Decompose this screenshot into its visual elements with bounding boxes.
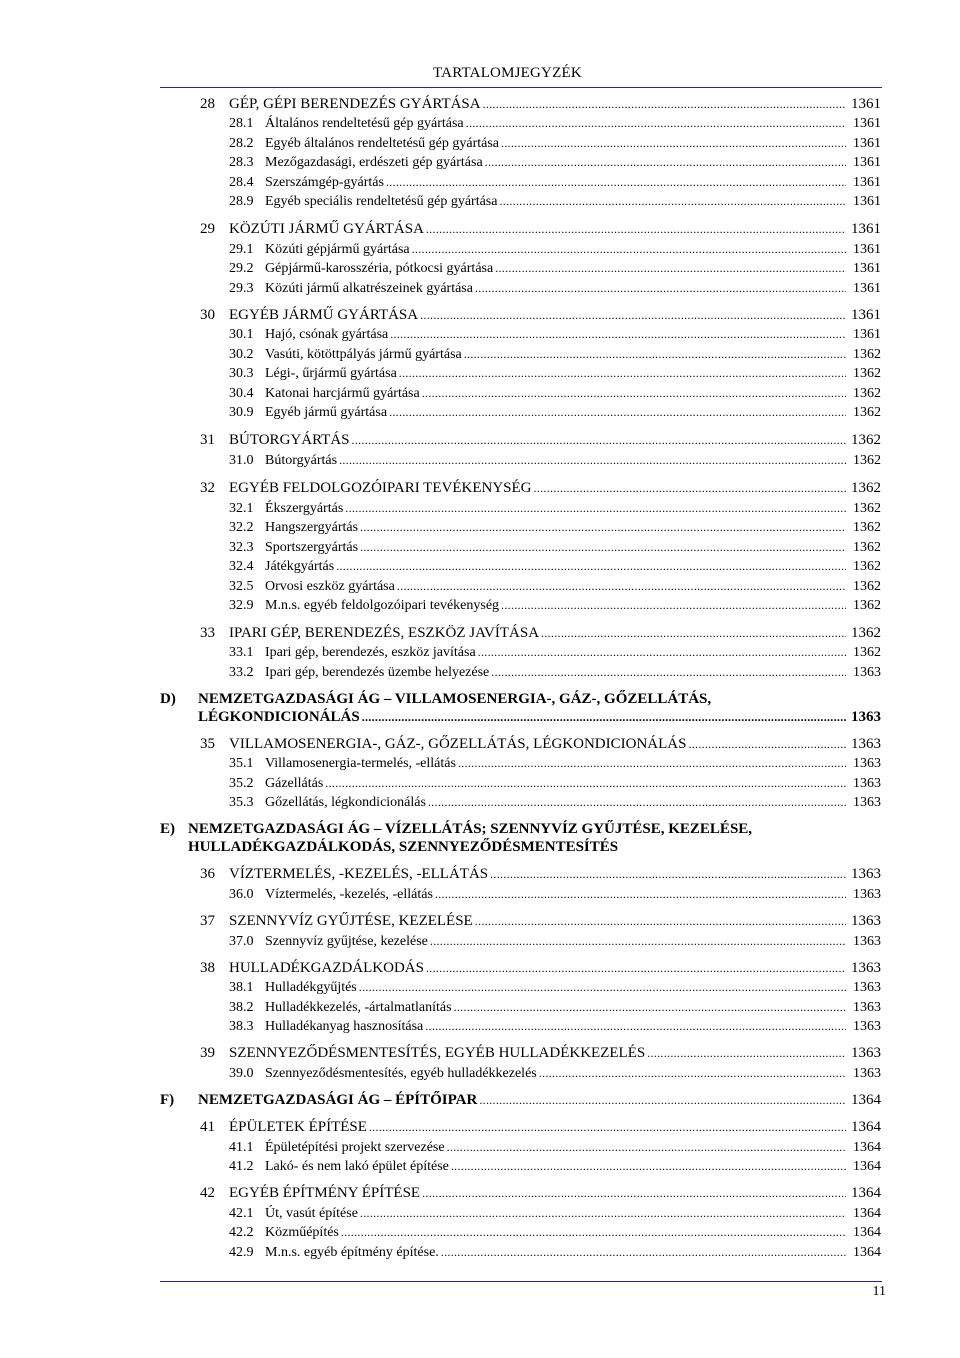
toc-entry-number: 42.2 — [229, 1225, 254, 1240]
toc-entry-title: Víztermelés, -kezelés, -ellátás — [265, 887, 433, 902]
toc-entry-page: 1363 — [851, 960, 881, 976]
toc-entry-title: Hulladékkezelés, -ártalmatlanítás — [265, 1000, 452, 1015]
dot-leader — [428, 794, 846, 811]
toc-entry-page: 1364 — [851, 1119, 881, 1135]
toc-entry-page: 1361 — [851, 307, 881, 323]
toc-entry-number: 36.0 — [229, 887, 254, 902]
toc-entry-page: 1361 — [853, 281, 881, 296]
toc-entry-title: LÉGKONDICIONÁLÁS — [198, 709, 360, 725]
toc-entry-number: 28.1 — [229, 116, 254, 131]
toc-entry-sub[interactable] — [229, 173, 881, 191]
toc-entry-title: Egyéb speciális rendeltetésű gép gyártása — [265, 194, 498, 209]
toc-entry-page: 1362 — [853, 598, 881, 613]
header-title: TARTALOMJEGYZÉK — [433, 65, 582, 81]
dot-leader — [412, 241, 846, 258]
toc-entry-title: Játékgyártás — [265, 559, 335, 574]
dot-leader — [447, 1139, 846, 1156]
toc-entry-sub[interactable] — [229, 345, 881, 363]
dot-leader — [466, 115, 846, 132]
toc-entry-title: VILLAMOSENERGIA-, GÁZ-, GŐZELLÁTÁS, LÉGKONDICIONÁLÁS — [229, 736, 687, 752]
toc-entry-page: 1363 — [853, 1000, 881, 1015]
dot-leader — [464, 346, 846, 363]
toc-entry-sub[interactable] — [229, 538, 881, 556]
toc-entry-sub[interactable] — [229, 1138, 881, 1156]
toc-entry-page: 1363 — [853, 934, 881, 949]
toc-entry-page: 1363 — [851, 1045, 881, 1061]
footer-divider — [160, 1281, 882, 1282]
toc-entry-sub[interactable] — [229, 885, 881, 903]
dot-leader — [362, 709, 846, 726]
toc-entry-main[interactable] — [200, 865, 881, 883]
toc-entry-number: E) — [160, 821, 175, 837]
toc-entry-title: Gőzellátás, légkondicionálás — [265, 795, 426, 810]
dot-leader — [479, 1092, 846, 1109]
page-number: 11 — [872, 1284, 886, 1299]
toc-entry-number: 32.2 — [229, 520, 254, 535]
toc-entry-page: 1362 — [853, 520, 881, 535]
toc-entry-page: 1364 — [853, 1225, 881, 1240]
toc-entry-number: 32.9 — [229, 598, 254, 613]
toc-entry-title: Szennyeződésmentesítés, egyéb hulladékkezelés — [265, 1066, 537, 1081]
dot-leader — [491, 664, 846, 681]
dot-leader — [420, 307, 846, 324]
toc-entry-page: 1361 — [853, 261, 881, 276]
toc-entry-title: Vasúti, kötöttpályás jármű gyártása — [265, 347, 462, 362]
dot-leader — [339, 452, 846, 469]
toc-entry-page: 1363 — [853, 795, 881, 810]
toc-entry-main[interactable] — [200, 624, 881, 642]
toc-entry-section-heading[interactable] — [160, 690, 881, 708]
toc-entry-title: Lakó- és nem lakó épület építése — [265, 1159, 449, 1174]
toc-entry-page: 1361 — [853, 155, 881, 170]
toc-entry-number: 39.0 — [229, 1066, 254, 1081]
toc-entry-number: 36 — [200, 866, 215, 882]
toc-entry-page: 1362 — [853, 405, 881, 420]
toc-entry-number: 38 — [200, 960, 215, 976]
dot-leader — [426, 221, 846, 238]
toc-entry-page: 1362 — [853, 579, 881, 594]
toc-entry-page: 1364 — [851, 1092, 881, 1108]
toc-entry-number: 35 — [200, 736, 215, 752]
toc-entry-page: 1363 — [853, 1066, 881, 1081]
toc-entry-section[interactable] — [160, 1091, 881, 1109]
dot-leader — [435, 886, 846, 903]
toc-entry-sub[interactable] — [229, 978, 881, 996]
toc-entry-sub[interactable] — [229, 114, 881, 132]
toc-entry-sub[interactable] — [229, 1223, 881, 1241]
toc-entry-page: 1363 — [851, 736, 881, 752]
toc-entry-sub[interactable] — [229, 134, 881, 152]
dot-leader — [475, 913, 846, 930]
toc-entry-sub[interactable] — [229, 259, 881, 277]
toc-entry-title: Hulladékanyag hasznosítása — [265, 1019, 424, 1034]
toc-entry-title: Gépjármű-karosszéria, pótkocsi gyártása — [265, 261, 494, 276]
toc-entry-page: 1362 — [851, 480, 881, 496]
toc-entry-title: VÍZTERMELÉS, -KEZELÉS, -ELLÁTÁS — [229, 866, 489, 882]
toc-entry-title: NEMZETGAZDASÁGI ÁG – VILLAMOSENERGIA-, GÁZ-, GŐZELLÁTÁS, — [198, 691, 712, 707]
toc-entry-title: HULLADÉKGAZDÁLKODÁS, SZENNYEZŐDÉSMENTESÍTÉS — [188, 839, 619, 855]
toc-entry-sub[interactable] — [229, 518, 881, 536]
dot-leader — [454, 999, 846, 1016]
toc-entry-main[interactable] — [200, 220, 881, 238]
toc-entry-page: 1363 — [853, 1019, 881, 1034]
toc-entry-page: 1363 — [851, 913, 881, 929]
toc-entry-number: 35.2 — [229, 776, 254, 791]
toc-entry-page: 1363 — [853, 665, 881, 680]
dot-leader — [352, 432, 846, 449]
dot-leader — [399, 365, 846, 382]
toc-entry-sub[interactable] — [229, 279, 881, 297]
toc-entry-number: 32 — [200, 480, 215, 496]
toc-entry-number: 29.3 — [229, 281, 254, 296]
toc-entry-number: D) — [160, 691, 176, 707]
toc-entry-number: F) — [160, 1092, 175, 1108]
toc-entry-number: 30.3 — [229, 366, 254, 381]
dot-leader — [397, 578, 846, 595]
toc-entry-number: 28.3 — [229, 155, 254, 170]
toc-entry-sub[interactable] — [229, 596, 881, 614]
dot-leader — [369, 1119, 846, 1136]
toc-entry-title: Katonai harcjármű gyártása — [265, 386, 420, 401]
dot-leader — [336, 558, 846, 575]
toc-entry-title: GÉP, GÉPI BERENDEZÉS GYÁRTÁSA — [229, 96, 481, 112]
dot-leader — [490, 866, 846, 883]
toc-entry-title: BÚTORGYÁRTÁS — [229, 432, 350, 448]
toc-entry-number: 28.9 — [229, 194, 254, 209]
toc-entry-title: Sportszergyártás — [265, 540, 359, 555]
toc-entry-page: 1364 — [853, 1206, 881, 1221]
toc-entry-title: Orvosi eszköz gyártása — [265, 579, 395, 594]
dot-leader — [325, 775, 846, 792]
toc-entry-main[interactable] — [200, 306, 881, 324]
toc-entry-sub[interactable] — [229, 403, 881, 421]
toc-entry-title: Hulladékgyűjtés — [265, 980, 357, 995]
toc-entry-page: 1363 — [851, 709, 881, 725]
toc-entry-page: 1363 — [853, 887, 881, 902]
toc-entry-page: 1361 — [853, 136, 881, 151]
toc-entry-number: 32.5 — [229, 579, 254, 594]
dot-leader — [501, 597, 846, 614]
toc-entry-number: 32.4 — [229, 559, 254, 574]
toc-entry-number: 32.1 — [229, 501, 254, 516]
toc-entry-page: 1362 — [853, 453, 881, 468]
toc-entry-page: 1362 — [851, 432, 881, 448]
toc-entry-title: Épületépítési projekt szervezése — [265, 1140, 445, 1155]
toc-entry-page: 1362 — [853, 559, 881, 574]
toc-entry-number: 28 — [200, 96, 215, 112]
toc-entry-title: NEMZETGAZDASÁGI ÁG – ÉPÍTŐIPAR — [198, 1092, 478, 1108]
toc-entry-number: 37 — [200, 913, 215, 929]
toc-entry-number: 30.2 — [229, 347, 254, 362]
toc-entry-page: 1361 — [853, 194, 881, 209]
toc-entry-page: 1361 — [853, 327, 881, 342]
toc-entry-number: 38.3 — [229, 1019, 254, 1034]
dot-leader — [426, 960, 846, 977]
toc-entry-number: 39 — [200, 1045, 215, 1061]
toc-entry-number: 33.1 — [229, 645, 254, 660]
toc-entry-main[interactable] — [200, 431, 881, 449]
dot-leader — [688, 736, 846, 753]
toc-entry-sub[interactable] — [229, 643, 881, 661]
dot-leader — [345, 500, 846, 517]
dot-leader — [647, 1045, 846, 1062]
toc-entry-number: 29.1 — [229, 242, 254, 257]
toc-entry-sub[interactable] — [229, 793, 881, 811]
toc-entry-title: Ipari gép, berendezés üzembe helyezése — [265, 665, 490, 680]
toc-entry-main[interactable] — [200, 959, 881, 977]
toc-entry-sub[interactable] — [229, 1064, 881, 1082]
toc-entry-page: 1364 — [853, 1140, 881, 1155]
toc-entry-sub[interactable] — [229, 325, 881, 343]
toc-entry-page: 1362 — [853, 386, 881, 401]
toc-entry-number: 31 — [200, 432, 215, 448]
toc-entry-sub[interactable] — [229, 932, 881, 950]
dot-leader — [390, 326, 846, 343]
toc-entry-title: Villamosenergia-termelés, -ellátás — [265, 756, 456, 771]
toc-entry-title: Általános rendeltetésű gép gyártása — [265, 116, 464, 131]
toc-entry-page: 1362 — [853, 366, 881, 381]
toc-entry-number: 38.1 — [229, 980, 254, 995]
toc-entry-sub[interactable] — [229, 774, 881, 792]
dot-leader — [475, 280, 846, 297]
toc-entry-title: Egyéb jármű gyártása — [265, 405, 388, 420]
toc-entry-section-continuation[interactable] — [198, 708, 881, 726]
dot-leader — [495, 260, 846, 277]
toc-entry-number: 35.1 — [229, 756, 254, 771]
toc-entry-sub[interactable] — [229, 153, 881, 171]
dot-leader — [422, 1185, 846, 1202]
toc-entry-title: SZENNYEZŐDÉSMENTESÍTÉS, EGYÉB HULLADÉKKEZELÉS — [229, 1045, 646, 1061]
toc-entry-page: 1362 — [853, 645, 881, 660]
dot-leader — [360, 539, 846, 556]
toc-entry-title: EGYÉB FELDOLGOZÓIPARI TEVÉKENYSÉG — [229, 480, 532, 496]
toc-entry-page: 1363 — [853, 776, 881, 791]
toc-entry-page: 1361 — [853, 175, 881, 190]
toc-entry-title: Egyéb általános rendeltetésű gép gyártása — [265, 136, 500, 151]
toc-entry-sub[interactable] — [229, 663, 881, 681]
toc-entry-title: Ékszergyártás — [265, 501, 344, 516]
dot-leader — [541, 625, 846, 642]
toc-entry-page: 1362 — [853, 540, 881, 555]
toc-entry-number: 31.0 — [229, 453, 254, 468]
toc-entry-page: 1362 — [853, 501, 881, 516]
toc-entry-sub[interactable] — [229, 1157, 881, 1175]
dot-leader — [341, 1224, 846, 1241]
toc-entry-main[interactable] — [200, 95, 881, 113]
toc-entry-title: Hajó, csónak gyártása — [265, 327, 389, 342]
dot-leader — [430, 933, 846, 950]
dot-leader — [422, 385, 846, 402]
dot-leader — [451, 1158, 846, 1175]
toc-entry-page: 1364 — [853, 1159, 881, 1174]
toc-entry-number: 28.4 — [229, 175, 254, 190]
toc-entry-sub[interactable] — [229, 240, 881, 258]
dot-leader — [501, 135, 846, 152]
toc-entry-sub[interactable] — [229, 1017, 881, 1035]
toc-entry-title: Közműépítés — [265, 1225, 339, 1240]
dot-leader — [458, 755, 846, 772]
dot-leader — [539, 1065, 846, 1082]
toc-entry-number: 41 — [200, 1119, 215, 1135]
dot-leader — [485, 154, 846, 171]
toc-entry-title: Hangszergyártás — [265, 520, 359, 535]
toc-entry-page: 1361 — [853, 242, 881, 257]
toc-entry-page: 1363 — [853, 756, 881, 771]
toc-entry-number: 30.4 — [229, 386, 254, 401]
toc-entry-title: EGYÉB JÁRMŰ GYÁRTÁSA — [229, 307, 419, 323]
toc-entry-title: SZENNYVÍZ GYŰJTÉSE, KEZELÉSE — [229, 913, 473, 929]
toc-entry-sub[interactable] — [229, 1204, 881, 1222]
toc-entry-number: 33.2 — [229, 665, 254, 680]
dot-leader — [360, 519, 846, 536]
toc-entry-number: 30 — [200, 307, 215, 323]
toc-entry-title: Gázellátás — [265, 776, 324, 791]
dot-leader — [386, 174, 846, 191]
toc-entry-number: 42.9 — [229, 1245, 254, 1260]
toc-entry-number: 42.1 — [229, 1206, 254, 1221]
toc-entry-title: Közúti jármű alkatrészeinek gyártása — [265, 281, 473, 296]
toc-entry-number: 33 — [200, 625, 215, 641]
toc-entry-number: 41.2 — [229, 1159, 254, 1174]
dot-leader — [425, 1018, 846, 1035]
toc-entry-page: 1361 — [851, 96, 881, 112]
toc-entry-sub[interactable] — [229, 557, 881, 575]
toc-entry-page: 1363 — [853, 980, 881, 995]
toc-entry-title: M.n.s. egyéb építmény építése. — [265, 1245, 439, 1260]
toc-entry-sub[interactable] — [229, 998, 881, 1016]
toc-entry-sub[interactable] — [229, 754, 881, 772]
dot-leader — [499, 193, 846, 210]
toc-entry-sub[interactable] — [229, 364, 881, 382]
toc-entry-title: Út, vasút építése — [265, 1206, 358, 1221]
toc-entry-title: Ipari gép, berendezés, eszköz javítása — [265, 645, 476, 660]
toc-entry-main[interactable] — [200, 1118, 881, 1136]
toc-entry-number: 29 — [200, 221, 215, 237]
dot-leader — [534, 480, 847, 497]
toc-entry-number: 35.3 — [229, 795, 254, 810]
toc-entry-sub[interactable] — [229, 451, 881, 469]
dot-leader — [478, 644, 846, 661]
toc-entry-title: ÉPÜLETEK ÉPÍTÉSE — [229, 1119, 367, 1135]
toc-entry-title: Közúti gépjármű gyártása — [265, 242, 410, 257]
dot-leader — [359, 979, 846, 996]
toc-entry-main[interactable] — [200, 1184, 881, 1202]
toc-entry-title: EGYÉB ÉPÍTMÉNY ÉPÍTÉSE — [229, 1185, 421, 1201]
toc-entry-number: 37.0 — [229, 934, 254, 949]
toc-entry-title: Mezőgazdasági, erdészeti gép gyártása — [265, 155, 483, 170]
toc-entry-page: 1364 — [853, 1245, 881, 1260]
toc-entry-title: IPARI GÉP, BERENDEZÉS, ESZKÖZ JAVÍTÁSA — [229, 625, 540, 641]
toc-entry-number: 28.2 — [229, 136, 254, 151]
toc-entry-title: Légi-, űrjármű gyártása — [265, 366, 397, 381]
dot-leader — [389, 404, 846, 421]
toc-entry-number: 29.2 — [229, 261, 254, 276]
toc-entry-page: 1362 — [853, 347, 881, 362]
toc-entry-title: NEMZETGAZDASÁGI ÁG – VÍZELLÁTÁS; SZENNYVÍZ GYŰJTÉSE, KEZELÉSE, — [188, 821, 753, 837]
toc-entry-number: 30.9 — [229, 405, 254, 420]
toc-entry-title: M.n.s. egyéb feldolgozóipari tevékenység — [265, 598, 500, 613]
toc-entry-number: 30.1 — [229, 327, 254, 342]
toc-entry-section-heading[interactable] — [160, 820, 881, 838]
toc-entry-sub[interactable] — [229, 1243, 881, 1261]
toc-entry-page: 1361 — [851, 221, 881, 237]
toc-entry-section-continuation[interactable] — [188, 838, 881, 856]
toc-entry-main[interactable] — [200, 1044, 881, 1062]
dot-leader — [360, 1205, 846, 1222]
toc-entry-number: 42 — [200, 1185, 215, 1201]
toc-entry-title: Szerszámgép-gyártás — [265, 175, 384, 190]
toc-entry-sub[interactable] — [229, 384, 881, 402]
toc-entry-title: Szennyvíz gyűjtése, kezelése — [265, 934, 428, 949]
dot-leader — [483, 96, 846, 113]
dot-leader — [441, 1244, 846, 1261]
toc-entry-main[interactable] — [200, 735, 881, 753]
toc-entry-title: KÖZÚTI JÁRMŰ GYÁRTÁSA — [229, 221, 424, 237]
toc-entry-number: 41.1 — [229, 1140, 254, 1155]
toc-entry-page: 1361 — [853, 116, 881, 131]
toc-entry-page: 1363 — [851, 866, 881, 882]
toc-entry-main[interactable] — [200, 479, 881, 497]
toc-entry-title: HULLADÉKGAZDÁLKODÁS — [229, 960, 424, 976]
toc-entry-sub[interactable] — [229, 577, 881, 595]
toc-entry-sub[interactable] — [229, 499, 881, 517]
toc-entry-page: 1362 — [851, 625, 881, 641]
toc-entry-sub[interactable] — [229, 192, 881, 210]
toc-entry-title: Bútorgyártás — [265, 453, 338, 468]
toc-entry-number: 32.3 — [229, 540, 254, 555]
toc-entry-page: 1364 — [851, 1185, 881, 1201]
toc-entry-number: 38.2 — [229, 1000, 254, 1015]
toc-entry-main[interactable] — [200, 912, 881, 930]
